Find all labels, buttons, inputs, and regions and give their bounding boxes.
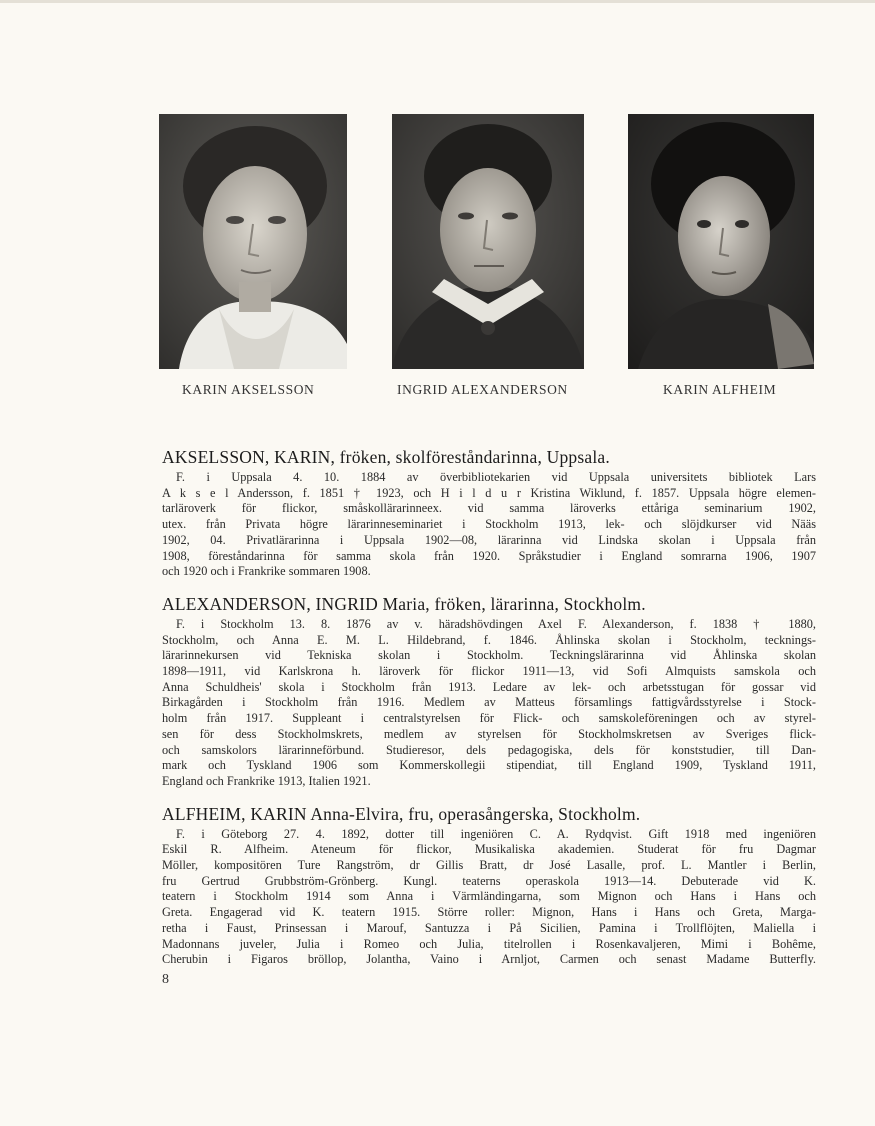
portrait-caption-ingrid-alexanderson: INGRID ALEXANDERSON xyxy=(397,382,568,397)
entry-line: 1908, föreståndarinna för samma skola från 1920. Språkstudier i England somrarna 1906, 1907 xyxy=(162,548,816,563)
entry-line: F. i Stockholm 13. 8. 1876 av v. häradshövdingen Axel F. Alexanderson, f. 1838 † 1880, xyxy=(176,616,816,631)
portrait-drawing xyxy=(628,114,814,369)
entry-line: Anna Schuldheis' skola i Stockholm från 1913. Ledare av lek- och arbetsstugan för gossar vid xyxy=(162,679,816,694)
entry-line: 1902, 04. Privatlärarinna i Uppsala 1902—08, lärarinna vid Lindska skolan i Uppsala från xyxy=(162,532,816,547)
entry-line: retha i Faust, Prinsessan i Marouf, Santuzza i På Sicilien, Pamina i Trollflöjten, Maliella i xyxy=(162,920,816,935)
entry-alexanderson xyxy=(162,593,816,790)
entry-alfheim xyxy=(162,803,816,968)
entry-line: F. i Uppsala 4. 10. 1884 av överbibliotekarien vid Uppsala universitets bibliotek Lars xyxy=(176,470,816,484)
entry-body xyxy=(162,827,816,968)
entry-line: 1898—1911, vid Karlskrona h. läroverk för flickor 1911—13, vid Sofi Almquists samskola och xyxy=(162,664,816,679)
portrait-photo-ingrid-alexanderson xyxy=(392,114,584,369)
entry-akselsson xyxy=(162,446,816,580)
entry-line: Möller, kompositören Ture Rangström, dr Gillis Bratt, dr José Lasalle, prof. L. Mantler i Berlin, xyxy=(162,858,816,873)
entry-line: A k s e l Andersson, f. 1851 † 1923, och H i l d u r Kristina Wiklund, f. 1857. Uppsala högre elemen- xyxy=(162,485,816,500)
entry-line: Greta. Engagerad vid K. teatern 1915. Större roller: Mignon, Hans i Hans och Greta, Marga- xyxy=(162,905,816,920)
entry-line: utex. från Privata högre lärarinneseminariet i Stockholm 1913, lek- och slöjdkurser vid Nääs xyxy=(162,517,816,532)
portrait-caption-karin-akselsson: KARIN AKSELSSON xyxy=(182,382,315,397)
entry-line: lärarinnekursen vid Tekniska skolan i Stockholm. Teckningslärarinna vid Åhlinska skolan xyxy=(162,648,816,663)
entry-line: Eskil R. Alfheim. Ateneum för flickor, Musikaliska akademien. Studerat för fru Dagmar xyxy=(162,842,816,857)
portrait-drawing xyxy=(159,114,347,369)
entry-line: mark och Tyskland 1906 som Kommerskollegii stipendiat, till England 1909, Tyskland 1911, xyxy=(162,758,816,773)
entry-heading: AKSELSSON, KARIN, fröken, skolföreståndarinna, Uppsala. xyxy=(162,447,610,467)
entry-line: teatern i Stockholm 1914 som Anna i Värmländingarna, som Mignon och Hans i Hans och xyxy=(162,889,816,904)
entry-heading: ALFHEIM, KARIN Anna-Elvira, fru, operasångerska, Stockholm. xyxy=(162,803,641,824)
page-number: 8 xyxy=(162,972,169,987)
entry-line: England och Frankrike 1913, Italien 1921. xyxy=(162,773,371,788)
entry-line: tarläroverk för flickor, småskollärarinneex. vid samma läroverks ettåriga seminarium 1902, xyxy=(162,501,816,516)
biography-entries xyxy=(162,446,816,968)
portrait-drawing xyxy=(392,114,584,369)
entry-line: Madonnans juveler, Julia i Romeo och Julia, titelrollen i Rosenkavaljeren, Mimi i Bohême, xyxy=(162,936,816,951)
entry-body xyxy=(162,617,816,790)
entry-body xyxy=(162,470,816,580)
entry-line: sen för dess Stockholmskrets, medlem av styrelsen för Stockholmskretsen av Sveriges flick- xyxy=(162,726,816,741)
entry-line: F. i Göteborg 27. 4. 1892, dotter till ingeniören C. A. Rydqvist. Gift 1918 med ingeniören xyxy=(176,826,816,841)
entry-line: Cherubin i Figaros bröllop, Jolantha, Vaino i Arnljot, Carmen och senast Madame Butterfly. xyxy=(162,952,816,967)
entry-line: och samskolors lärarinneförbund. Studieresor, dels pedagogiska, dels för konststudier, till Dan- xyxy=(162,742,816,757)
portrait-caption-karin-alfheim: KARIN ALFHEIM xyxy=(663,382,777,397)
page-top-edge xyxy=(0,0,875,3)
entry-line: och 1920 och i Frankrike sommaren 1908. xyxy=(162,564,371,579)
entry-line: Birkagården i Stockholm från 1916. Medlem av Matteus församlings fattigvårdsstyrelse i Stock- xyxy=(162,695,816,710)
entry-line: holm från 1917. Suppleant i centralstyrelsen för Flick- och samskoleföreningen och av styrel- xyxy=(162,711,816,726)
portrait-photo-karin-akselsson xyxy=(159,114,347,369)
entry-line: Stockholm, och Anna E. M. L. Hildebrand, f. 1846. Åhlinska skolan i Stockholm, tecknings- xyxy=(162,632,816,647)
entry-heading: ALEXANDERSON, INGRID Maria, fröken, lärarinna, Stockholm. xyxy=(162,593,646,614)
entry-line: fru Gertrud Grubbström-Grönberg. Kungl. teaterns operaskola 1913—14. Debuterade vid K. xyxy=(162,873,816,888)
portrait-photo-karin-alfheim xyxy=(628,114,814,369)
